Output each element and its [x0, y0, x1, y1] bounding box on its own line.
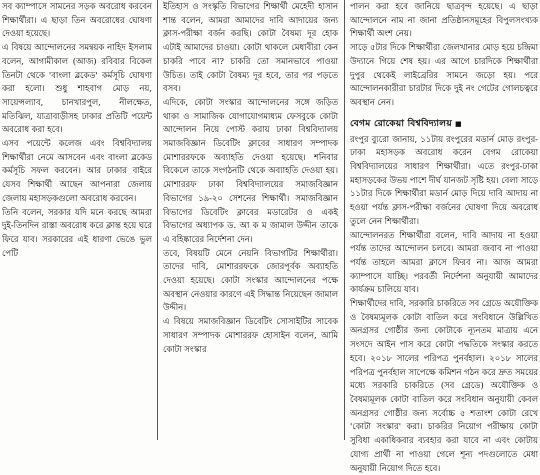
square-bullet-icon: ■: [454, 119, 462, 128]
body-paragraph: সব ক্যাম্পাসে সামনের সড়ক অবরোধ করবেন শিক্ষার্থীরা। এ ছাড়া তিন অবরোধের ঘোষণা দেওয়া হয়েছে।: [2, 1, 152, 39]
column-divider: [157, 0, 158, 440]
body-paragraph: তবে, বিষয়টি মেনে নেয়নি বিভাগটির শিক্ষার্থীরা। তাদের দাবি, মোশাররফকে জোরপূর্বক অব্যাহতি দেওয়া হয়েছে। কোটা সংস্কার আন্দোলনের পক্ষে অবস্থান নেওয়ার কারণে এই সিদ্ধান্ত নিয়েছেন জামাল উদ্দীন।: [163, 247, 338, 313]
article-column-2: [163, 0, 338, 440]
body-paragraph: ইতিহাস ও সংস্কৃতি বিভাগের শিক্ষার্থী মেহেদী হাসান শান্ত বলেন, আমরা আমাদের দাবি আদায়ের জন্য ক্লাস-পরীক্ষা বর্জন করছি। কোটা বৈষম্য দূর হোক এটাই আমাদের চাওয়া। কোটা থাকলে মেধাবীরা কেন চাকরি পাবে না? চাকরি তো সমানভাবে পাওয়া উচিত। তাই কোটা বৈষম্য দূর হবে, তার পর পড়তে বসব।: [163, 1, 338, 94]
column-divider: [344, 0, 345, 440]
body-paragraph: আন্দোলনরত শিক্ষার্থীরা বলেন, দাবি আদায় না হওয়া পর্যন্ত তাদের আন্দোলন চলবে। আমরা জবাব না পাওয়া পর্যন্ত তাহলে আমরা ক্লাসে ফিরব না। আজ আমরা ক্যাম্পাসে যাচ্ছি। পরবর্তী নির্দেশনা অনুযায়ী আমাদের কার্যক্রম চালিয়ে যাব।: [350, 229, 538, 295]
body-paragraph: সাড়ে ৫টার দিকে শিক্ষার্থীরা জেলখানার মোড় হয়ে চন্দ্রিমা উদ্যানে গিয়ে শেষ হয়। এর আগে চারদিকে শিক্ষার্থীরা দুপুর থেকেই লাইব্রেরির সামনে জড়ো হয়। পরে আন্দোলনকারীরা চারটার দিকে দুই নং গেটের গোলচত্বরে অবস্থান নেন।: [350, 42, 538, 107]
body-paragraph: পালন করা হবে জানিয়ে ছাত্রবৃন্দ হয়েছে। এ ছাড়া আন্দোলনে নাম না জানা প্রতিষ্ঠানসমূহের বিপুলসংখ্যক শিক্ষার্থী অংশ নেয়।: [350, 1, 538, 39]
body-paragraph: এ বিষয়ে সমাজবিজ্ঞান ডিবেটিং সোসাইটির সাবেক সাধারণ সম্পাদক মোশাররফ হোসাইন বলেন, আমি কোটা সংস্কার: [163, 316, 338, 354]
body-paragraph: রংপুর ব্যুরো জানায়, ১১টায় রংপুরের মডার্ন মোড় রংপুর-ঢাকা মহাসড়ক অবরোধ করেন বেগম রোকেয়া বিশ্ববিদ্যালয়ের সাধারণ শিক্ষার্থীরা। এতে রংপুর-ঢাকা মহাসড়কের উভয় পাশে দীর্ঘ যানজট সৃষ্টি হয়। বেলা সাড়ে ১১টার দিকে শিক্ষার্থীরা মডার্ন মোড় দিয়ে দাবি আদায় না হওয়া পর্যন্ত ক্লাস-পরীক্ষা বর্জনের ঘোষণা দিয়ে অবরোধ তুলে নেন শিক্ষার্থীরা।: [350, 133, 538, 226]
body-paragraph: শিক্ষার্থীদের দাবি, সরকারি চাকরিতে সব গ্রেডে অযৌক্তিক ও বৈষম্যমূলক কোটা বাতিল করে সংবিধানে উল্লিখিত অনগ্রসর গোষ্ঠীর জন্য কোটাকে ন্যূনতম মাত্রায় এনে সংসদে আইন পাস করে কোটা পদ্ধতিকে সংস্কার করতে হবে। ২০১৮ সালের পরিপত্র পুনর্বহাল। ২০১৮ সালের পরিপত্র পুনর্বহাল সাপেক্ষে কমিশন গঠন করে দ্রুত সময়ের মধ্যে সরকারি চাকরিতে (সব গ্রেডে) অযৌক্তিক ও বৈষম্যমূলক কোটা বাতিল করে সংবিধান অনুযায়ী কেবল অনগ্রসর গোষ্ঠীর জন্য সর্বোচ্চ ৫ শতাংশ কোটা রেখে 'কোটা সংস্কার' করা। চাকরির নিয়োগ পরীক্ষায় কোটা সুবিধা একাধিকবার ব্যবহার করা যাবে না এবং কোটায় যোগ্য প্রার্থী না পাওয়া গেলে শূন্য পদগুলোতে মেধা অনুযায়ী নিয়োগ দিতে হবে।: [350, 298, 538, 473]
body-paragraph: তিনি বলেন, সরকার যদি মনে করছে আমরা দুই-তিনদিন রাস্তা অবরোধ করে ক্লান্ত হয়ে ঘরে ফিরে যাব। সরকারের এই ধারণা ভেঙে ভুল পেটি: [2, 206, 152, 258]
article-column-1: [2, 0, 152, 440]
body-paragraph: এদিকে, কোটা সংস্কার আন্দোলনের সঙ্গে জড়িত থাকা ও সামাজিক যোগাযোগমাধ্যম ফেসবুকে কোটা আন্দোলন নিয়ে পোস্ট করায় ঢাকা বিশ্ববিদ্যালয় সমাজবিজ্ঞান ডিবেটিং ক্লাবের সাধারণ সম্পাদক মোশাররফকে অব্যাহতি দেওয়া হয়েছে। শনিবার বিকেলে তাকে সংগঠনটি থেকে অব্যাহতি দেওয়া হয়। মোশাররফ ঢাকা বিশ্ববিদ্যালয়ের সমাজবিজ্ঞান বিভাগের ১৯-২০ সেশনের শিক্ষার্থী। সমাজবিজ্ঞান বিভাগের ডিবেটিং ক্লাবের মডারেটর ও একই বিভাগের অধ্যাপক ড. আ ক ম জামাল উদ্দীন তাকে এ বহিষ্কারের নির্দেশনা দেন।: [163, 96, 338, 244]
section-heading: [350, 116, 538, 132]
body-paragraph: এসব পয়েন্টে কলেজ এবং বিশ্ববিদ্যালয় শিক্ষার্থীরা নেমে আসবেন এবং বাংলা ব্লকেড কর্মসূচি সফল করবেন। আর ঢাকার বাইরে যেসব শিক্ষার্থী আছেন আপনারা জেলায় জেলায় মহাসড়কগুলো অবরোধ করবেন।: [2, 138, 152, 203]
body-paragraph: এ বিষয়ে আন্দোলনের সমন্বয়ক নাহিদ ইসলাম বলেন, আগামীকাল (আজ) রবিবার বিকেল তিনটা থেকে 'বাংলা ব্লকেড' কর্মসূচি ঘোষণা করা হলো। শুধু শাহবাগ মোড় নয়, সায়েন্সল্যাব, চানখারপুল, নীলক্ষেত, মতিঝিল, যাত্রাবাড়ীসহ ঢাকার প্রতিটি পয়েন্ট অবরোধ করা হবে।: [2, 42, 152, 135]
section-heading-text: বেগম রোকেয়া বিশ্ববিদ্যালয়: [350, 117, 452, 129]
article-column-3: [350, 0, 538, 473]
